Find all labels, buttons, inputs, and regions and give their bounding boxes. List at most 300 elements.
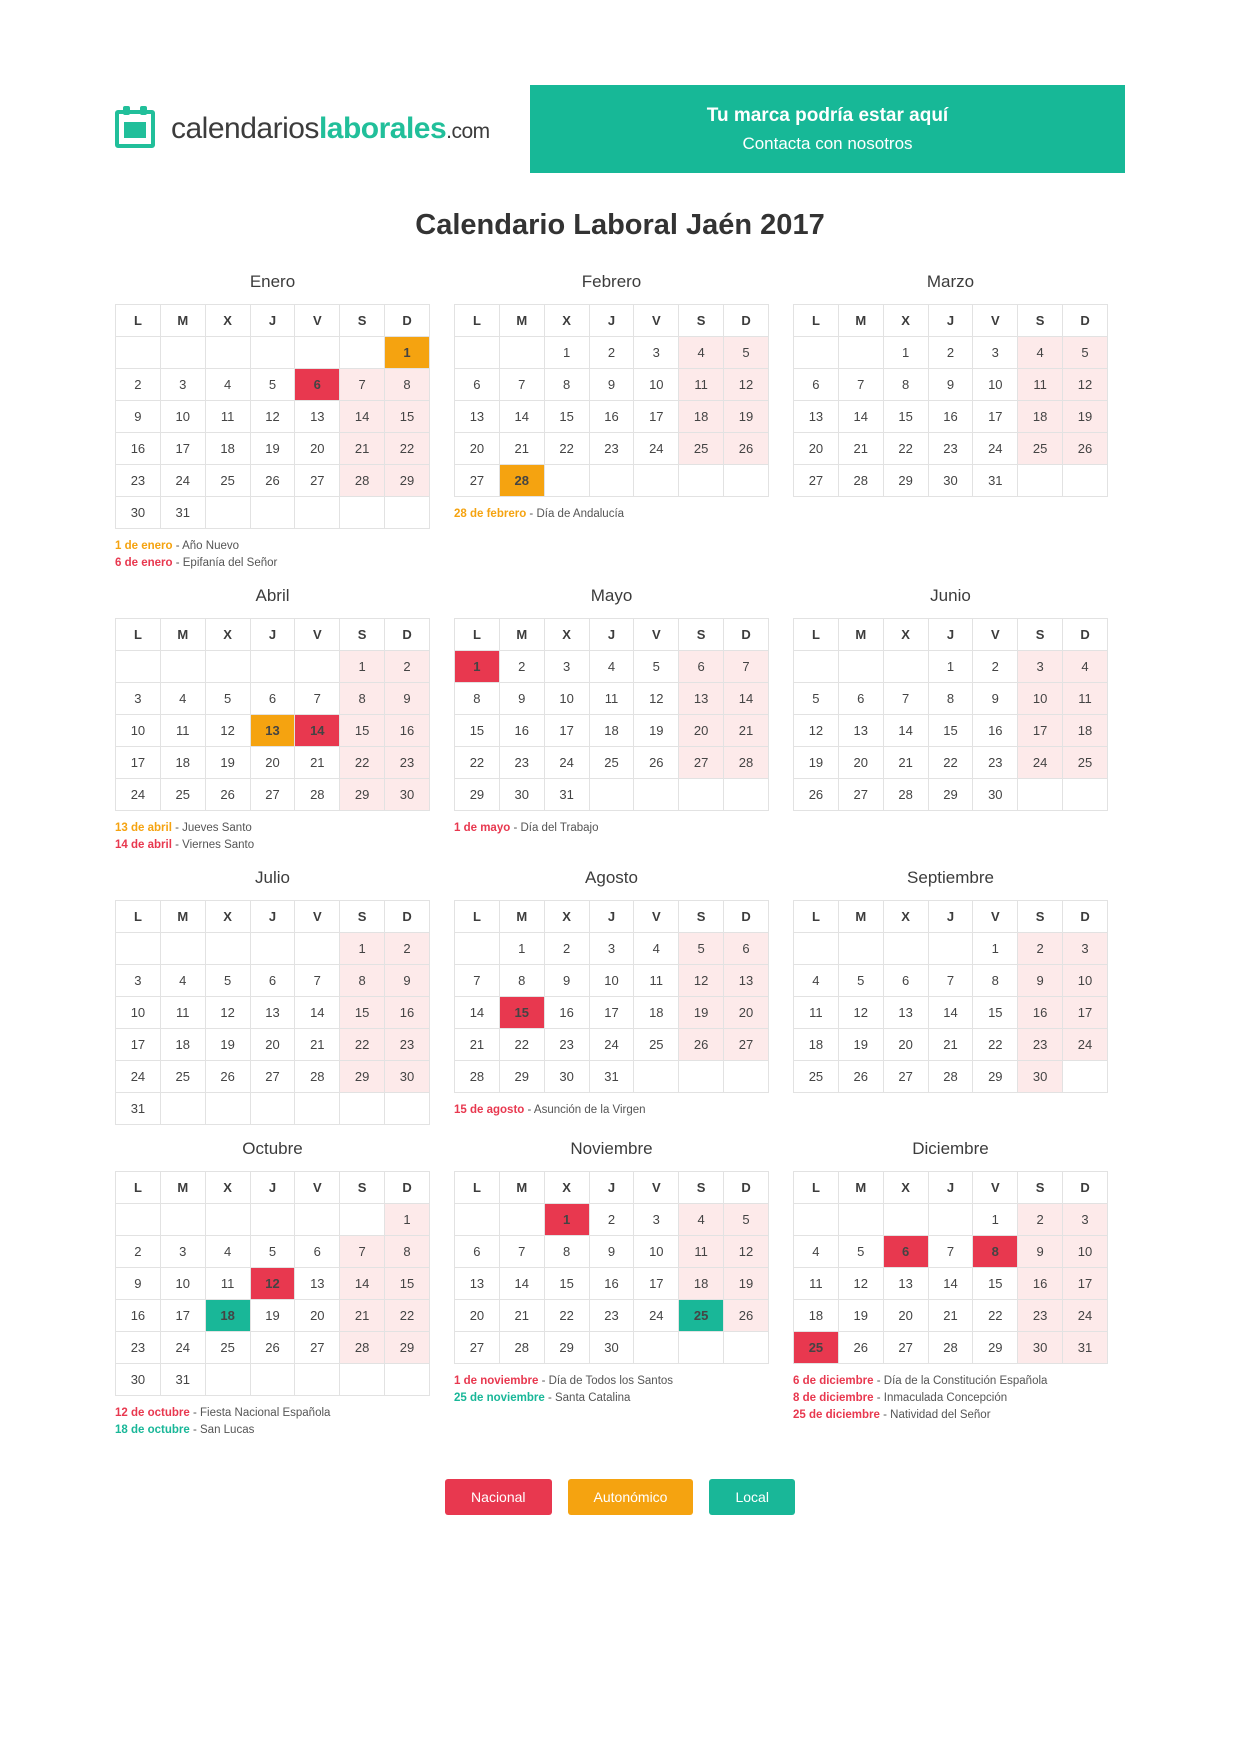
day-cell: 12 — [205, 715, 250, 747]
day-cell: 24 — [1018, 747, 1063, 779]
weekday-header: J — [250, 305, 295, 337]
empty-cell — [116, 1204, 161, 1236]
day-cell: 3 — [1063, 1204, 1108, 1236]
day-cell: 28 — [455, 1061, 500, 1093]
day-cell: 24 — [1063, 1029, 1108, 1061]
day-cell: 26 — [724, 1300, 769, 1332]
day-cell: 6 — [455, 369, 500, 401]
empty-cell — [883, 1204, 928, 1236]
weekday-header: X — [205, 901, 250, 933]
holiday-day-cell: 6 — [883, 1236, 928, 1268]
day-cell: 16 — [385, 715, 430, 747]
page-header — [0, 0, 1240, 173]
holiday-note-desc: - Inmaculada Concepción — [873, 1392, 1008, 1404]
day-cell: 28 — [499, 1332, 544, 1364]
day-cell: 6 — [250, 683, 295, 715]
day-cell: 4 — [679, 1204, 724, 1236]
day-cell: 4 — [205, 369, 250, 401]
day-cell: 22 — [385, 1300, 430, 1332]
legend-item-aut[interactable]: Autonómico — [568, 1479, 694, 1515]
day-cell: 12 — [794, 715, 839, 747]
day-cell: 26 — [838, 1061, 883, 1093]
day-cell: 11 — [634, 965, 679, 997]
day-cell: 16 — [1018, 997, 1063, 1029]
day-cell: 10 — [1063, 1236, 1108, 1268]
day-cell: 9 — [1018, 1236, 1063, 1268]
day-cell: 14 — [340, 401, 385, 433]
day-cell: 5 — [250, 369, 295, 401]
holiday-note — [793, 1390, 1108, 1407]
holiday-note — [454, 1390, 769, 1407]
empty-cell — [928, 1204, 973, 1236]
day-cell: 12 — [250, 401, 295, 433]
day-cell: 3 — [116, 683, 161, 715]
day-cell: 1 — [499, 933, 544, 965]
day-cell: 22 — [499, 1029, 544, 1061]
day-cell: 21 — [295, 747, 340, 779]
holiday-note-desc: - Natividad del Señor — [879, 1409, 991, 1421]
empty-cell — [634, 779, 679, 811]
day-cell: 21 — [838, 433, 883, 465]
weekday-header: X — [544, 619, 589, 651]
day-cell: 24 — [544, 747, 589, 779]
day-cell: 10 — [544, 683, 589, 715]
holiday-note-date: 13 de abril — [115, 822, 172, 834]
holiday-note-desc: - Asunción de la Virgen — [524, 1104, 646, 1116]
day-cell: 8 — [385, 1236, 430, 1268]
day-cell: 28 — [838, 465, 883, 497]
holiday-day-cell: 15 — [499, 997, 544, 1029]
day-cell: 9 — [1018, 965, 1063, 997]
weekday-header: X — [205, 619, 250, 651]
day-cell: 10 — [973, 369, 1018, 401]
day-cell: 14 — [883, 715, 928, 747]
day-cell: 15 — [973, 997, 1018, 1029]
empty-cell — [160, 1093, 205, 1125]
day-cell: 14 — [340, 1268, 385, 1300]
day-cell: 21 — [724, 715, 769, 747]
day-cell: 19 — [724, 401, 769, 433]
day-cell: 25 — [589, 747, 634, 779]
month-block — [454, 586, 769, 854]
day-cell: 12 — [724, 1236, 769, 1268]
day-cell: 7 — [340, 1236, 385, 1268]
weekday-header: V — [973, 1172, 1018, 1204]
holiday-note — [793, 1407, 1108, 1424]
empty-cell — [160, 337, 205, 369]
day-cell: 4 — [1063, 651, 1108, 683]
day-cell: 16 — [116, 433, 161, 465]
day-cell: 1 — [544, 337, 589, 369]
month-table — [115, 618, 430, 811]
empty-cell — [250, 497, 295, 529]
day-cell: 2 — [973, 651, 1018, 683]
weekday-header: D — [385, 901, 430, 933]
day-cell: 11 — [679, 1236, 724, 1268]
weekday-header: D — [1063, 901, 1108, 933]
day-cell: 8 — [544, 1236, 589, 1268]
empty-cell — [724, 1061, 769, 1093]
day-cell: 28 — [883, 779, 928, 811]
day-cell: 22 — [928, 747, 973, 779]
empty-cell — [250, 933, 295, 965]
day-cell: 12 — [679, 965, 724, 997]
day-cell: 20 — [794, 433, 839, 465]
day-cell: 30 — [116, 497, 161, 529]
day-cell: 24 — [116, 1061, 161, 1093]
day-cell: 13 — [295, 1268, 340, 1300]
day-cell: 7 — [499, 1236, 544, 1268]
empty-cell — [883, 933, 928, 965]
empty-cell — [589, 779, 634, 811]
weekday-header: X — [883, 1172, 928, 1204]
weekday-header: L — [794, 619, 839, 651]
holiday-note-date: 15 de agosto — [454, 1104, 525, 1116]
day-cell: 23 — [499, 747, 544, 779]
empty-cell — [928, 933, 973, 965]
day-cell: 25 — [205, 465, 250, 497]
day-cell: 4 — [160, 965, 205, 997]
empty-cell — [205, 651, 250, 683]
weekday-header: M — [499, 305, 544, 337]
month-table — [454, 304, 769, 497]
empty-cell — [499, 337, 544, 369]
day-cell: 6 — [838, 683, 883, 715]
weekday-header: L — [455, 619, 500, 651]
day-cell: 14 — [838, 401, 883, 433]
day-cell: 28 — [724, 747, 769, 779]
empty-cell — [205, 1093, 250, 1125]
day-cell: 13 — [838, 715, 883, 747]
empty-cell — [160, 933, 205, 965]
day-cell: 25 — [1018, 433, 1063, 465]
day-cell: 10 — [116, 997, 161, 1029]
month-name: Marzo — [926, 272, 975, 291]
weekday-header: J — [589, 1172, 634, 1204]
day-cell: 8 — [340, 965, 385, 997]
day-cell: 20 — [883, 1029, 928, 1061]
weekday-header: L — [794, 901, 839, 933]
day-cell: 8 — [544, 369, 589, 401]
day-cell: 1 — [883, 337, 928, 369]
month-name: Agosto — [585, 868, 638, 887]
day-cell: 15 — [340, 997, 385, 1029]
day-cell: 15 — [455, 715, 500, 747]
day-cell: 12 — [838, 997, 883, 1029]
day-cell: 22 — [973, 1300, 1018, 1332]
weekday-header: L — [116, 619, 161, 651]
day-cell: 21 — [928, 1029, 973, 1061]
day-cell: 30 — [973, 779, 1018, 811]
day-cell: 9 — [589, 1236, 634, 1268]
day-cell: 19 — [794, 747, 839, 779]
weekday-header: S — [340, 901, 385, 933]
empty-cell — [1018, 779, 1063, 811]
day-cell: 31 — [544, 779, 589, 811]
weekday-header: L — [455, 305, 500, 337]
site-logo[interactable] — [115, 85, 515, 173]
day-cell: 30 — [1018, 1332, 1063, 1364]
day-cell: 23 — [973, 747, 1018, 779]
day-cell: 1 — [340, 651, 385, 683]
empty-cell — [385, 497, 430, 529]
day-cell: 21 — [883, 747, 928, 779]
day-cell: 31 — [589, 1061, 634, 1093]
weekday-header: L — [455, 901, 500, 933]
weekday-header: S — [1018, 901, 1063, 933]
day-cell: 29 — [385, 1332, 430, 1364]
day-cell: 26 — [1063, 433, 1108, 465]
month-notes — [115, 1405, 430, 1439]
logo-wordmark — [171, 112, 490, 146]
day-cell: 27 — [883, 1061, 928, 1093]
day-cell: 12 — [1063, 369, 1108, 401]
day-cell: 4 — [679, 337, 724, 369]
day-cell: 29 — [883, 465, 928, 497]
empty-cell — [340, 497, 385, 529]
day-cell: 3 — [973, 337, 1018, 369]
empty-cell — [250, 1364, 295, 1396]
day-cell: 10 — [589, 965, 634, 997]
day-cell: 11 — [589, 683, 634, 715]
day-cell: 9 — [499, 683, 544, 715]
day-cell: 31 — [116, 1093, 161, 1125]
day-cell: 26 — [205, 779, 250, 811]
day-cell: 20 — [295, 433, 340, 465]
weekday-header: D — [724, 1172, 769, 1204]
empty-cell — [1063, 1061, 1108, 1093]
legend-item-loc[interactable]: Local — [709, 1479, 794, 1515]
weekday-header: M — [160, 305, 205, 337]
day-cell: 16 — [116, 1300, 161, 1332]
day-cell: 27 — [679, 747, 724, 779]
day-cell: 5 — [838, 965, 883, 997]
weekday-header: V — [634, 305, 679, 337]
day-cell: 16 — [589, 1268, 634, 1300]
banner-line-2: Contacta con nosotros — [742, 133, 913, 153]
day-cell: 2 — [544, 933, 589, 965]
day-cell: 6 — [794, 369, 839, 401]
day-cell: 22 — [544, 1300, 589, 1332]
day-cell: 31 — [973, 465, 1018, 497]
holiday-day-cell: 14 — [295, 715, 340, 747]
day-cell: 14 — [928, 997, 973, 1029]
empty-cell — [455, 1204, 500, 1236]
weekday-header: S — [1018, 1172, 1063, 1204]
weekday-header: M — [499, 619, 544, 651]
empty-cell — [205, 497, 250, 529]
weekday-header: S — [679, 1172, 724, 1204]
day-cell: 11 — [1063, 683, 1108, 715]
holiday-note — [454, 1373, 769, 1390]
holiday-note-date: 1 de noviembre — [454, 1375, 539, 1387]
holiday-note-desc: - Día de la Constitución Española — [873, 1375, 1048, 1387]
day-cell: 2 — [928, 337, 973, 369]
empty-cell — [295, 1364, 340, 1396]
day-cell: 6 — [679, 651, 724, 683]
empty-cell — [838, 651, 883, 683]
day-cell: 23 — [1018, 1029, 1063, 1061]
month-name: Septiembre — [907, 868, 994, 887]
day-cell: 16 — [973, 715, 1018, 747]
day-cell: 23 — [116, 465, 161, 497]
weekday-header: L — [116, 901, 161, 933]
month-block — [793, 1139, 1108, 1439]
empty-cell — [1018, 465, 1063, 497]
empty-cell — [295, 1093, 340, 1125]
day-cell: 23 — [385, 747, 430, 779]
day-cell: 20 — [679, 715, 724, 747]
weekday-header: S — [1018, 305, 1063, 337]
holiday-note-date: 12 de octubre — [115, 1407, 190, 1419]
day-cell: 5 — [250, 1236, 295, 1268]
day-cell: 16 — [385, 997, 430, 1029]
day-cell: 12 — [205, 997, 250, 1029]
day-cell: 23 — [1018, 1300, 1063, 1332]
empty-cell — [679, 1061, 724, 1093]
month-table — [454, 1171, 769, 1364]
day-cell: 16 — [544, 997, 589, 1029]
day-cell: 25 — [205, 1332, 250, 1364]
day-cell: 19 — [838, 1300, 883, 1332]
month-notes — [115, 820, 430, 854]
holiday-note-date: 18 de octubre — [115, 1424, 190, 1436]
day-cell: 10 — [634, 369, 679, 401]
day-cell: 3 — [160, 369, 205, 401]
weekday-header: J — [589, 619, 634, 651]
day-cell: 22 — [340, 1029, 385, 1061]
day-cell: 7 — [295, 965, 340, 997]
day-cell: 23 — [544, 1029, 589, 1061]
holiday-note-desc: - Fiesta Nacional Española — [189, 1407, 331, 1419]
weekday-header: M — [499, 901, 544, 933]
months-row — [115, 1139, 1125, 1439]
day-cell: 31 — [160, 497, 205, 529]
day-cell: 16 — [589, 401, 634, 433]
month-table — [115, 1171, 430, 1396]
day-cell: 10 — [160, 1268, 205, 1300]
day-cell: 14 — [724, 683, 769, 715]
day-cell: 15 — [544, 401, 589, 433]
empty-cell — [455, 337, 500, 369]
day-cell: 20 — [838, 747, 883, 779]
day-cell: 14 — [499, 1268, 544, 1300]
month-block — [454, 1139, 769, 1439]
weekday-header: M — [838, 305, 883, 337]
day-cell: 4 — [205, 1236, 250, 1268]
day-cell: 20 — [250, 747, 295, 779]
weekday-header: X — [544, 1172, 589, 1204]
day-cell: 25 — [1063, 747, 1108, 779]
day-cell: 17 — [544, 715, 589, 747]
day-cell: 15 — [928, 715, 973, 747]
ad-banner[interactable] — [530, 85, 1125, 173]
day-cell: 19 — [205, 1029, 250, 1061]
day-cell: 29 — [928, 779, 973, 811]
day-cell: 20 — [455, 1300, 500, 1332]
month-block — [115, 586, 430, 854]
day-cell: 12 — [634, 683, 679, 715]
holiday-note-desc: - Año Nuevo — [172, 540, 240, 552]
day-cell: 7 — [838, 369, 883, 401]
day-cell: 3 — [116, 965, 161, 997]
month-block — [115, 1139, 430, 1439]
weekday-header: D — [385, 305, 430, 337]
day-cell: 8 — [928, 683, 973, 715]
weekday-header: V — [634, 1172, 679, 1204]
legend — [0, 1479, 1240, 1515]
month-block — [793, 868, 1108, 1125]
weekday-header: J — [928, 619, 973, 651]
day-cell: 18 — [794, 1300, 839, 1332]
holiday-note-date: 14 de abril — [115, 839, 172, 851]
day-cell: 6 — [295, 1236, 340, 1268]
day-cell: 21 — [295, 1029, 340, 1061]
day-cell: 30 — [1018, 1061, 1063, 1093]
weekday-header: S — [679, 619, 724, 651]
holiday-day-cell: 25 — [794, 1332, 839, 1364]
day-cell: 2 — [116, 1236, 161, 1268]
holiday-day-cell: 1 — [455, 651, 500, 683]
empty-cell — [205, 337, 250, 369]
day-cell: 11 — [205, 1268, 250, 1300]
day-cell: 15 — [340, 715, 385, 747]
empty-cell — [295, 1204, 340, 1236]
legend-item-nac[interactable]: Nacional — [445, 1479, 551, 1515]
empty-cell — [205, 933, 250, 965]
empty-cell — [589, 465, 634, 497]
holiday-note-date: 1 de enero — [115, 540, 173, 552]
weekday-header: V — [295, 619, 340, 651]
empty-cell — [385, 1093, 430, 1125]
holiday-note — [115, 538, 430, 555]
holiday-note-desc: - Día de Andalucía — [526, 508, 625, 520]
empty-cell — [794, 1204, 839, 1236]
day-cell: 27 — [295, 465, 340, 497]
day-cell: 11 — [1018, 369, 1063, 401]
day-cell: 30 — [385, 1061, 430, 1093]
weekday-header: D — [385, 1172, 430, 1204]
holiday-note-desc: - Santa Catalina — [544, 1392, 631, 1404]
weekday-header: M — [838, 619, 883, 651]
weekday-header: D — [724, 901, 769, 933]
empty-cell — [679, 465, 724, 497]
month-table — [115, 900, 430, 1125]
day-cell: 26 — [634, 747, 679, 779]
day-cell: 1 — [973, 933, 1018, 965]
month-block — [454, 868, 769, 1125]
day-cell: 10 — [1018, 683, 1063, 715]
empty-cell — [838, 933, 883, 965]
day-cell: 5 — [634, 651, 679, 683]
day-cell: 21 — [340, 433, 385, 465]
day-cell: 18 — [634, 997, 679, 1029]
day-cell: 8 — [340, 683, 385, 715]
holiday-day-cell: 1 — [544, 1204, 589, 1236]
empty-cell — [499, 1204, 544, 1236]
month-name: Febrero — [581, 272, 642, 291]
holiday-day-cell: 6 — [295, 369, 340, 401]
day-cell: 11 — [794, 997, 839, 1029]
empty-cell — [250, 1093, 295, 1125]
day-cell: 15 — [544, 1268, 589, 1300]
day-cell: 14 — [455, 997, 500, 1029]
day-cell: 4 — [634, 933, 679, 965]
day-cell: 6 — [250, 965, 295, 997]
day-cell: 28 — [340, 465, 385, 497]
day-cell: 27 — [724, 1029, 769, 1061]
day-cell: 15 — [973, 1268, 1018, 1300]
